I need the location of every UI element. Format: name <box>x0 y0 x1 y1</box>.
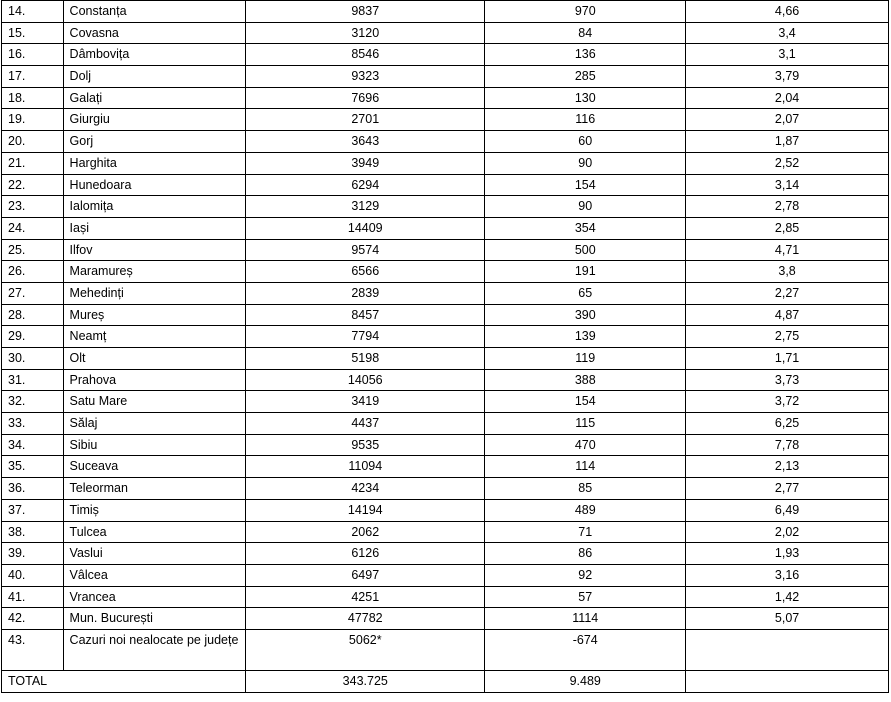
row-number: 18. <box>2 87 64 109</box>
table-body <box>2 1 889 693</box>
row-number: 14. <box>2 1 64 23</box>
row-number: 43. <box>2 629 64 670</box>
cases-new-cell: 285 <box>485 66 686 88</box>
cases-new-cell: 130 <box>485 87 686 109</box>
row-number: 39. <box>2 543 64 565</box>
table-row <box>2 369 889 391</box>
row-number: 35. <box>2 456 64 478</box>
cases-total-cell: 8457 <box>246 304 485 326</box>
cases-total-cell: 2701 <box>246 109 485 131</box>
incidence-cell: 2,77 <box>686 478 889 500</box>
cases-total-cell: 3643 <box>246 131 485 153</box>
incidence-cell: 3,73 <box>686 369 889 391</box>
cases-total-cell: 9837 <box>246 1 485 23</box>
cases-total-cell: 14409 <box>246 217 485 239</box>
incidence-cell: 2,75 <box>686 326 889 348</box>
table-row <box>2 87 889 109</box>
row-number: 22. <box>2 174 64 196</box>
table-row <box>2 434 889 456</box>
table-row <box>2 196 889 218</box>
county-name: Teleorman <box>63 478 246 500</box>
cases-total-cell: 5062* <box>246 629 485 670</box>
cases-total-cell: 9574 <box>246 239 485 261</box>
incidence-cell: 2,13 <box>686 456 889 478</box>
table-row <box>2 564 889 586</box>
row-number: 19. <box>2 109 64 131</box>
incidence-cell: 7,78 <box>686 434 889 456</box>
incidence-cell: 3,16 <box>686 564 889 586</box>
cases-new-cell: 470 <box>485 434 686 456</box>
incidence-cell: 4,71 <box>686 239 889 261</box>
county-name: Mureș <box>63 304 246 326</box>
cases-total-cell: 6126 <box>246 543 485 565</box>
county-name: Dâmbovița <box>63 44 246 66</box>
cases-total-cell: 3120 <box>246 22 485 44</box>
table-row <box>2 499 889 521</box>
table-row <box>2 131 889 153</box>
cases-new-cell: 154 <box>485 174 686 196</box>
table-row <box>2 608 889 630</box>
table-row <box>2 44 889 66</box>
row-number: 26. <box>2 261 64 283</box>
cases-new-cell: 85 <box>485 478 686 500</box>
county-name: Timiș <box>63 499 246 521</box>
incidence-cell: 2,27 <box>686 282 889 304</box>
row-number: 30. <box>2 348 64 370</box>
cases-new-cell: 390 <box>485 304 686 326</box>
county-name: Hunedoara <box>63 174 246 196</box>
county-name: Tulcea <box>63 521 246 543</box>
cases-new-cell: 116 <box>485 109 686 131</box>
row-number: 34. <box>2 434 64 456</box>
cases-total-cell: 4437 <box>246 413 485 435</box>
county-name: Neamț <box>63 326 246 348</box>
incidence-cell: 4,87 <box>686 304 889 326</box>
table-row <box>2 478 889 500</box>
total-incidence-cell <box>686 670 889 692</box>
cases-total-cell: 7696 <box>246 87 485 109</box>
cases-new-cell: 191 <box>485 261 686 283</box>
county-name: Mun. București <box>63 608 246 630</box>
county-name: Vâlcea <box>63 564 246 586</box>
incidence-cell: 5,07 <box>686 608 889 630</box>
cases-new-cell: 92 <box>485 564 686 586</box>
cases-total-cell: 47782 <box>246 608 485 630</box>
cases-new-cell: 115 <box>485 413 686 435</box>
table-row <box>2 413 889 435</box>
table-row <box>2 109 889 131</box>
county-name: Mehedinți <box>63 282 246 304</box>
county-name: Sălaj <box>63 413 246 435</box>
cases-total-cell: 6566 <box>246 261 485 283</box>
table-row <box>2 217 889 239</box>
county-name: Harghita <box>63 152 246 174</box>
cases-total-cell: 6497 <box>246 564 485 586</box>
cases-new-cell: 57 <box>485 586 686 608</box>
county-name: Maramureș <box>63 261 246 283</box>
table-row <box>2 391 889 413</box>
cases-total-cell: 2839 <box>246 282 485 304</box>
cases-new-cell: 84 <box>485 22 686 44</box>
county-name: Vrancea <box>63 586 246 608</box>
table-row <box>2 348 889 370</box>
cases-new-cell: 86 <box>485 543 686 565</box>
table-row <box>2 586 889 608</box>
incidence-cell: 3,72 <box>686 391 889 413</box>
cases-total-cell: 8546 <box>246 44 485 66</box>
incidence-cell: 2,52 <box>686 152 889 174</box>
row-number: 32. <box>2 391 64 413</box>
incidence-cell: 2,85 <box>686 217 889 239</box>
county-name: Giurgiu <box>63 109 246 131</box>
table-row <box>2 174 889 196</box>
row-number: 42. <box>2 608 64 630</box>
incidence-cell: 6,25 <box>686 413 889 435</box>
incidence-cell: 3,1 <box>686 44 889 66</box>
county-name: Sibiu <box>63 434 246 456</box>
row-number: 36. <box>2 478 64 500</box>
cases-total-cell: 3419 <box>246 391 485 413</box>
cases-total-cell: 4234 <box>246 478 485 500</box>
incidence-cell: 2,07 <box>686 109 889 131</box>
cases-total-cell: 9535 <box>246 434 485 456</box>
cases-new-cell: 114 <box>485 456 686 478</box>
cases-total-cell: 4251 <box>246 586 485 608</box>
table-row <box>2 304 889 326</box>
incidence-cell: 1,93 <box>686 543 889 565</box>
cases-new-cell: 90 <box>485 196 686 218</box>
table-row <box>2 282 889 304</box>
cases-new-cell: 71 <box>485 521 686 543</box>
total-new-cases-cell: 9.489 <box>485 670 686 692</box>
cases-total-cell: 6294 <box>246 174 485 196</box>
county-name: Constanța <box>63 1 246 23</box>
table-row <box>2 456 889 478</box>
cases-new-cell: 154 <box>485 391 686 413</box>
row-number: 38. <box>2 521 64 543</box>
county-name: Vaslui <box>63 543 246 565</box>
row-number: 29. <box>2 326 64 348</box>
total-label: TOTAL <box>2 670 246 692</box>
table-row <box>2 152 889 174</box>
cases-total-cell: 3129 <box>246 196 485 218</box>
table-row <box>2 261 889 283</box>
row-number: 23. <box>2 196 64 218</box>
cases-total-cell: 5198 <box>246 348 485 370</box>
row-number: 28. <box>2 304 64 326</box>
incidence-cell: 3,14 <box>686 174 889 196</box>
row-number: 31. <box>2 369 64 391</box>
cases-new-cell: 60 <box>485 131 686 153</box>
county-name: Dolj <box>63 66 246 88</box>
incidence-cell: 1,87 <box>686 131 889 153</box>
county-name: Covasna <box>63 22 246 44</box>
cases-total-cell: 7794 <box>246 326 485 348</box>
cases-total-cell: 14056 <box>246 369 485 391</box>
cases-new-cell: 388 <box>485 369 686 391</box>
county-name: Gorj <box>63 131 246 153</box>
county-name: Satu Mare <box>63 391 246 413</box>
incidence-cell: 6,49 <box>686 499 889 521</box>
incidence-cell: 3,79 <box>686 66 889 88</box>
cases-total-cell: 3949 <box>246 152 485 174</box>
row-number: 41. <box>2 586 64 608</box>
total-cases-cell: 343.725 <box>246 670 485 692</box>
cases-new-cell: 489 <box>485 499 686 521</box>
table-row-total <box>2 670 889 692</box>
cases-total-cell: 14194 <box>246 499 485 521</box>
table-row <box>2 543 889 565</box>
table-row <box>2 66 889 88</box>
row-number: 40. <box>2 564 64 586</box>
incidence-cell: 2,02 <box>686 521 889 543</box>
row-number: 33. <box>2 413 64 435</box>
cases-new-cell: 1114 <box>485 608 686 630</box>
incidence-cell: 3,4 <box>686 22 889 44</box>
cases-new-cell: -674 <box>485 629 686 670</box>
table-row <box>2 326 889 348</box>
cases-new-cell: 500 <box>485 239 686 261</box>
county-cases-table <box>1 0 889 693</box>
cases-total-cell: 2062 <box>246 521 485 543</box>
incidence-cell <box>686 629 889 670</box>
county-name: Prahova <box>63 369 246 391</box>
cases-new-cell: 136 <box>485 44 686 66</box>
cases-total-cell: 9323 <box>246 66 485 88</box>
table-row <box>2 1 889 23</box>
cases-new-cell: 65 <box>485 282 686 304</box>
table-row-unallocated <box>2 629 889 670</box>
county-name: Galați <box>63 87 246 109</box>
table-row <box>2 521 889 543</box>
row-number: 20. <box>2 131 64 153</box>
incidence-cell: 2,04 <box>686 87 889 109</box>
incidence-cell: 1,71 <box>686 348 889 370</box>
cases-new-cell: 139 <box>485 326 686 348</box>
row-number: 15. <box>2 22 64 44</box>
table-row <box>2 239 889 261</box>
cases-new-cell: 970 <box>485 1 686 23</box>
county-name: Ialomița <box>63 196 246 218</box>
incidence-cell: 4,66 <box>686 1 889 23</box>
incidence-cell: 1,42 <box>686 586 889 608</box>
county-name: Cazuri noi nealocate pe județe <box>63 629 246 670</box>
incidence-cell: 2,78 <box>686 196 889 218</box>
cases-new-cell: 119 <box>485 348 686 370</box>
county-name: Olt <box>63 348 246 370</box>
row-number: 24. <box>2 217 64 239</box>
table-row <box>2 22 889 44</box>
cases-new-cell: 354 <box>485 217 686 239</box>
incidence-cell: 3,8 <box>686 261 889 283</box>
cases-total-cell: 11094 <box>246 456 485 478</box>
row-number: 17. <box>2 66 64 88</box>
row-number: 16. <box>2 44 64 66</box>
cases-new-cell: 90 <box>485 152 686 174</box>
county-name: Iași <box>63 217 246 239</box>
row-number: 27. <box>2 282 64 304</box>
county-name: Suceava <box>63 456 246 478</box>
county-name: Ilfov <box>63 239 246 261</box>
row-number: 21. <box>2 152 64 174</box>
row-number: 25. <box>2 239 64 261</box>
row-number: 37. <box>2 499 64 521</box>
